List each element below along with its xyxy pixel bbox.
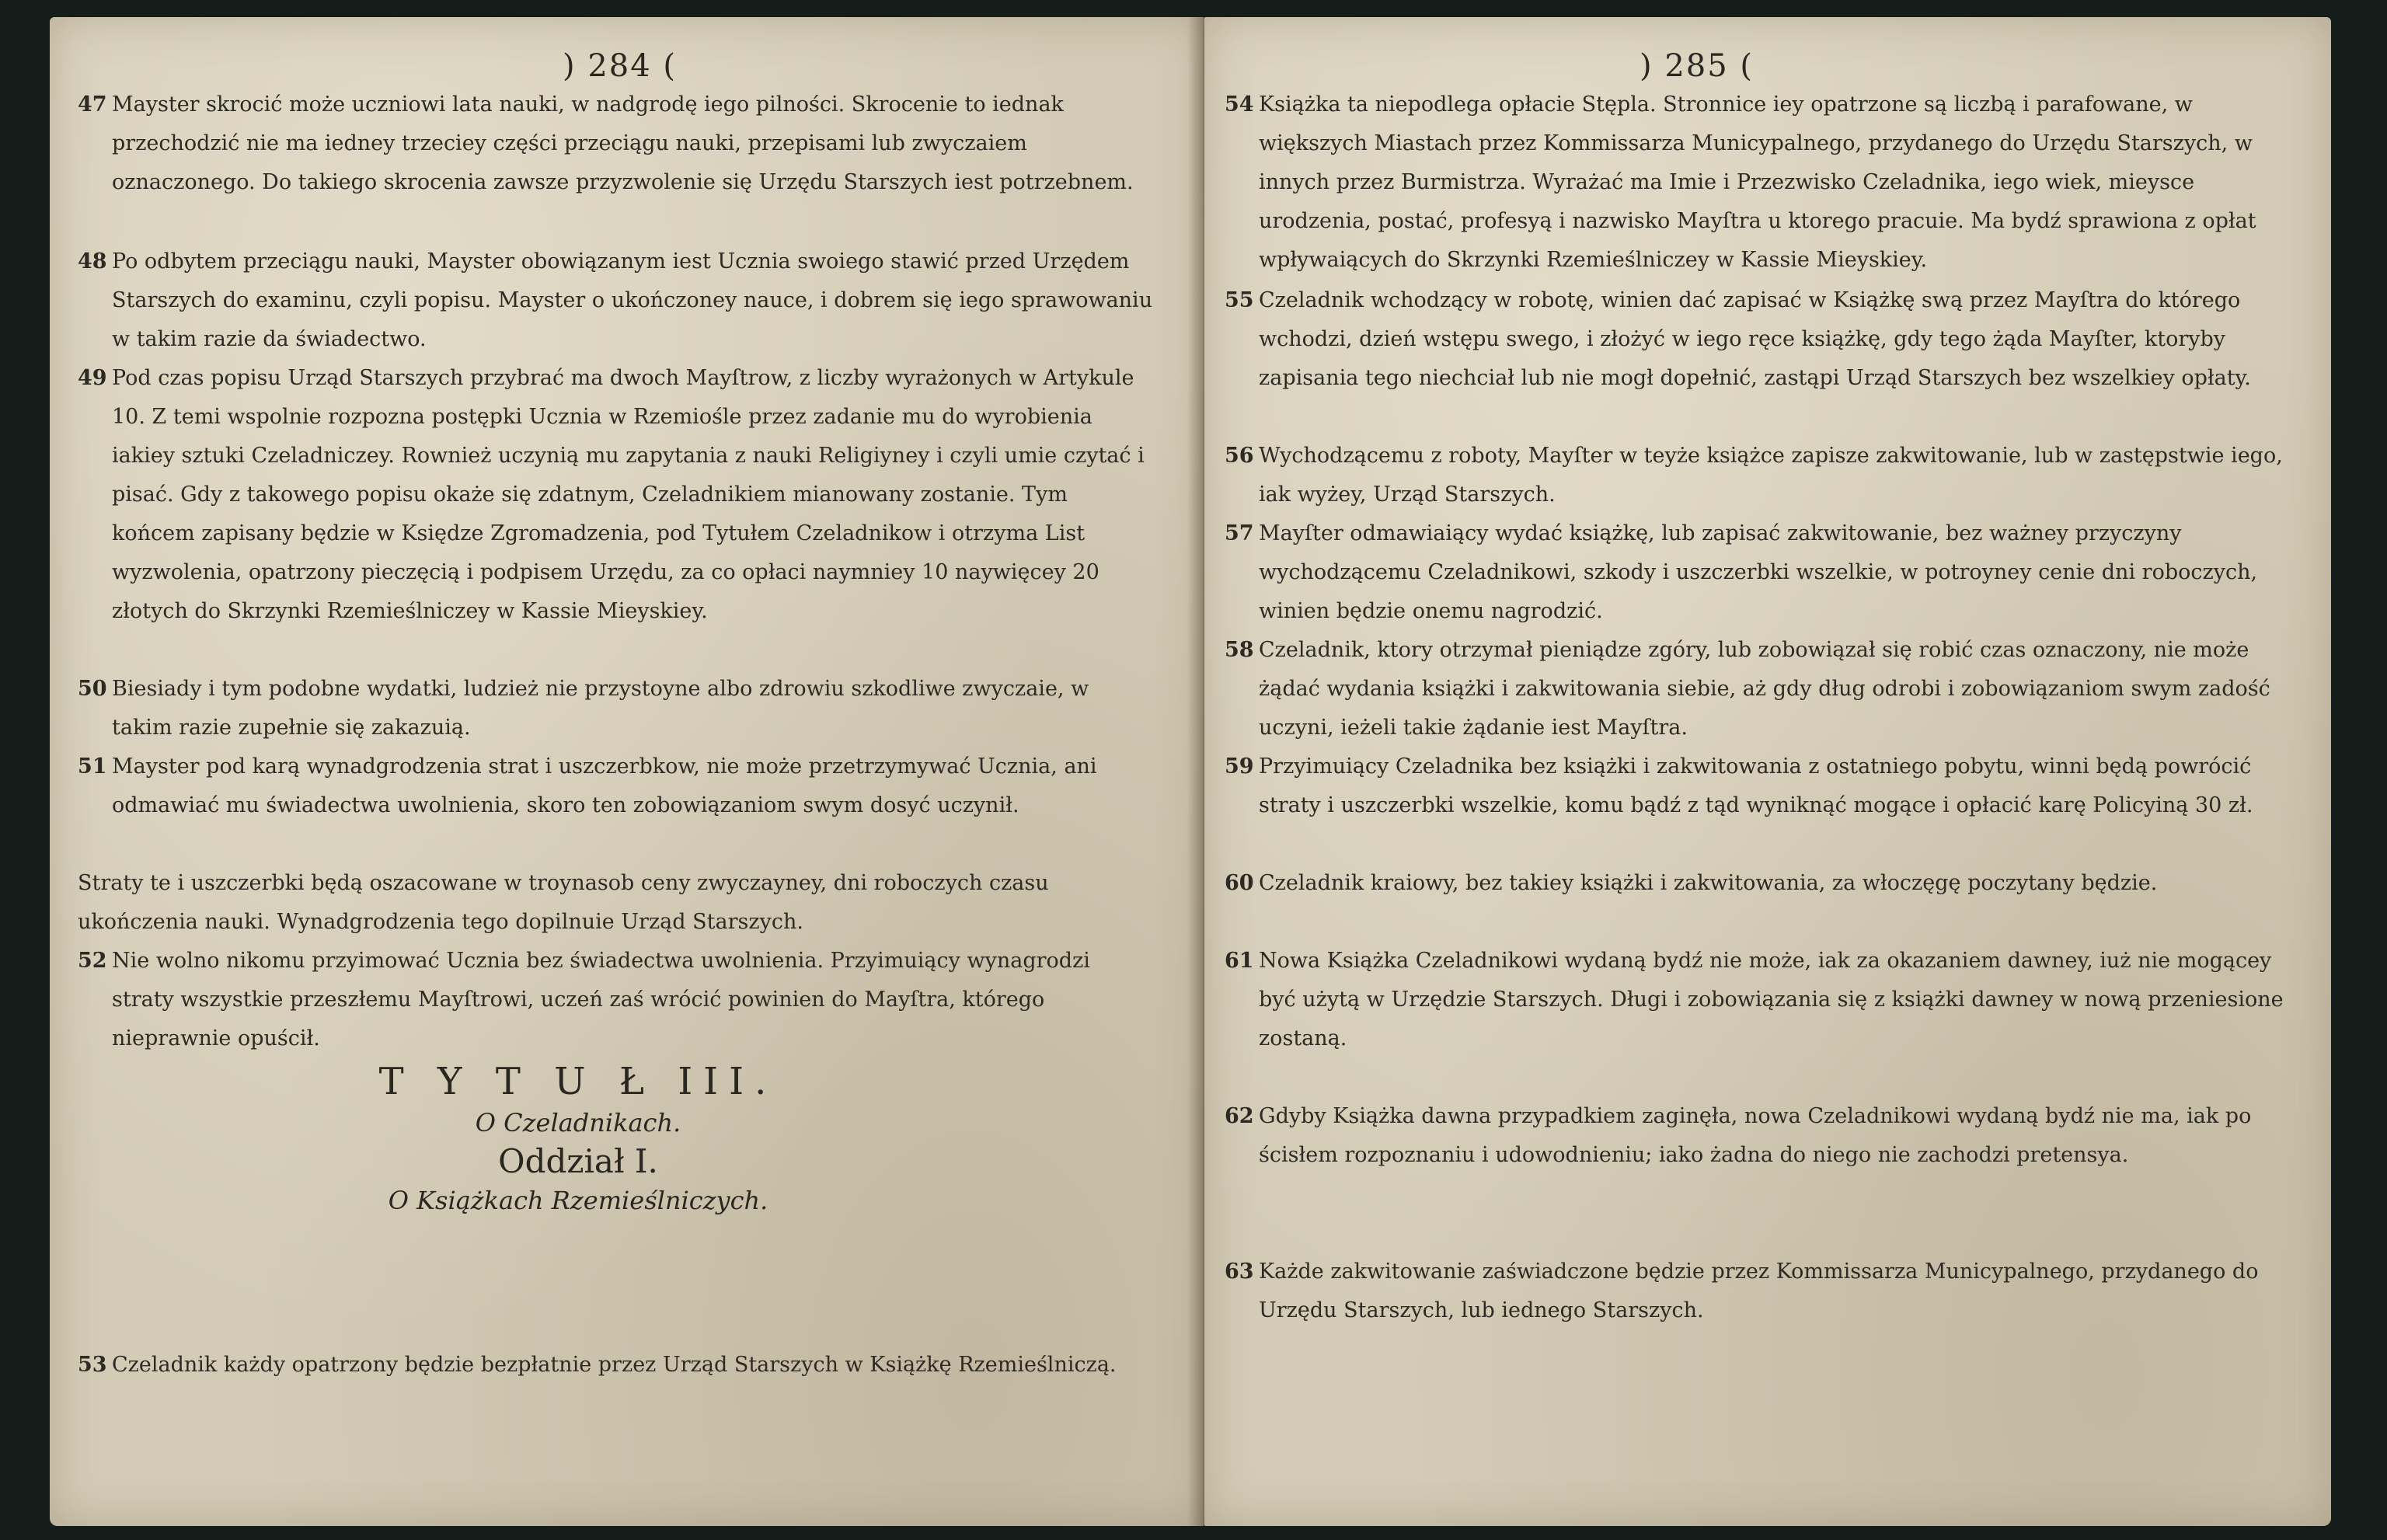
title-heading: T Y T U Ł III. (378, 1060, 778, 1103)
paragraph-number: 55 (1225, 288, 1254, 312)
paragraph-text: Przyimuiący Czeladnika bez książki i zakwitowania z ostatniego pobytu, winni będą powrócić straty i uszczerbki wszelkie, komu bądź z tąd wyniknąć mogące i opłacić karę Policyiną 30 zł. (1259, 754, 2253, 817)
paragraph-text: Gdyby Książka dawna przypadkiem zaginęła, nowa Czeladnikowi wydaną bydź nie ma, iak po ścisłem rozpoznaniu i udowodnieniu; iako żadna do niego nie zachodzi pretensya. (1259, 1104, 2252, 1167)
page-number-right: ) 285 ( (1640, 48, 1754, 84)
paragraph-number: 60 (1225, 871, 1254, 895)
paragraph-text: Wychodzącemu z roboty, Mayſter w teyże książce zapisze zakwitowanie, lub w zastępstwie iego, iak wyżey, Urząd Starszych. (1259, 444, 2283, 507)
paragraph-52 (78, 942, 1153, 1058)
paragraph-50 (78, 670, 1153, 747)
paragraph-text: Po odbytem przeciągu nauki, Mayster obowiązanym iest Ucznia swoiego stawić przed Urzędem Starszych do examinu, czyli popisu. Mayster o ukończoney nauce, i dobrem się iego sprawowaniu w takim razie da świadectwo. (112, 249, 1153, 351)
right-page (1204, 17, 2331, 1526)
paragraph-text: Czeladnik kraiowy, bez takiey książki i zakwitowania, za włoczęgę poczytany będzie. (1259, 871, 2158, 895)
paragraph-57 (1225, 514, 2284, 631)
paragraph-55 (1225, 281, 2284, 398)
paragraph-63 (1225, 1253, 2284, 1330)
paragraph-number: 62 (1225, 1104, 1254, 1128)
paragraph-text: Straty te i uszczerbki będą oszacowane w troynasob ceny zwyczayney, dni roboczych czasu ukończenia nauki. Wynadgrodzenia tego dopilnuie Urząd Starszych. (78, 871, 1049, 934)
paragraph-number: 47 (78, 92, 107, 117)
paragraph-text: Każde zakwitowanie zaświadczone będzie przez Kommissarza Municypalnego, przydanego do Urzędu Starszych, lub iednego Starszych. (1259, 1260, 2259, 1322)
paragraph-text: Mayster skrocić może uczniowi lata nauki, w nadgrodę iego pilności. Skrocenie to iednak przechodzić nie ma iedney trzeciey części przeciągu nauki, przepisami lub zwyczaiem oznaczonego. Do takiego skrocenia zawsze przyzwolenie się Urzędu Starszych iest potrzebnem. (112, 92, 1134, 194)
paragraph-60 (1225, 864, 2284, 903)
paragraph-number: 56 (1225, 444, 1254, 468)
paragraph-number: 50 (78, 677, 107, 701)
paragraph-53 (78, 1346, 1153, 1385)
paragraph-47 (78, 85, 1153, 202)
paragraph-number: 58 (1225, 638, 1254, 662)
paragraph-number: 53 (78, 1353, 107, 1377)
paragraph-54 (1225, 85, 2284, 280)
section-subheading: O Książkach Rzemieślniczych. (388, 1186, 768, 1215)
paragraph-61 (1225, 942, 2284, 1058)
paragraph-text: Książka ta niepodlega opłacie Stępla. Stronnice iey opatrzone są liczbą i parafowane, w większych Miastach przez Kommissarza Municypalnego, przydanego do Urzędu Starszych, w innych przez Burmistrza. Wyrażać ma Imie i Przezwisko Czeladnika, iego wiek, mieysce urodzenia, postać, profesyą i nazwisko Mayſtra u ktorego pracuie. Ma bydź sprawiona z opłat wpływaiących do Skrzynki Rzemieślniczey w Kassie Mieyskiey. (1259, 92, 2256, 272)
paragraph-59 (1225, 747, 2284, 825)
paragraph-text: Czeladnik wchodzący w robotę, winien dać zapisać w Książkę swą przez Mayſtra do którego wchodzi, dzień wstępu swego, i złożyć w iego ręce książkę, gdy tego żąda Mayſter, ktoryby zapisania tego niechciał lub nie mogł dopełnić, zastąpi Urząd Starszych bez wszelkiey opłaty. (1259, 288, 2251, 390)
paragraph-56 (1225, 437, 2284, 514)
paragraph-number: 61 (1225, 949, 1254, 973)
paragraph-number: 51 (78, 754, 107, 779)
paragraph-48 (78, 242, 1153, 359)
paragraph-number: 52 (78, 949, 107, 973)
paragraph-51 (78, 747, 1153, 825)
paragraph-number: 57 (1225, 521, 1254, 545)
paragraph-text: Mayster pod karą wynadgrodzenia strat i uszczerbkow, nie może przetrzymywać Ucznia, ani odmawiać mu świadectwa uwolnienia, skoro ten zobowiązaniom swym dosyć uczynił. (112, 754, 1097, 817)
title-block (283, 1058, 873, 1218)
page-number-left: ) 284 ( (563, 48, 677, 84)
paragraph-number: 59 (1225, 754, 1254, 779)
paragraph-62 (1225, 1097, 2284, 1175)
paragraph-text: Czeladnik, ktory otrzymał pieniądze zgóry, lub zobowiązał się robić czas oznaczony, nie może żądać wydania książki i zakwitowania siebie, aż gdy dług odrobi i zobowiązaniom swym zadość uczyni, ieżeli takie żądanie iest Mayſtra. (1259, 638, 2270, 740)
paragraph-straty (78, 864, 1153, 942)
paragraph-number: 54 (1225, 92, 1254, 117)
paragraph-58 (1225, 631, 2284, 747)
section-heading: Oddział I. (498, 1142, 658, 1180)
paragraph-number: 63 (1225, 1260, 1254, 1284)
paragraph-number: 49 (78, 366, 107, 390)
paragraph-text: Czeladnik każdy opatrzony będzie bezpłatnie przez Urząd Starszych w Książkę Rzemieślniczą. (112, 1353, 1117, 1377)
paragraph-text: Nie wolno nikomu przyimować Ucznia bez świadectwa uwolnienia. Przyimuiący wynagrodzi straty wszystkie przeszłemu Mayſtrowi, uczeń zaś wrócić powinien do Mayſtra, którego nieprawnie opuścił. (112, 949, 1090, 1050)
title-subheading: O Czeladnikach. (475, 1108, 681, 1138)
left-page (50, 17, 1204, 1526)
paragraph-49 (78, 359, 1153, 631)
paragraph-number: 48 (78, 249, 107, 274)
paragraph-text: Nowa Książka Czeladnikowi wydaną bydź nie może, iak za okazaniem dawney, iuż nie mogącey być użytą w Urzędzie Starszych. Długi i zobowiązania się z książki dawney w nową przeniesione zostaną. (1259, 949, 2284, 1050)
paragraph-text: Mayſter odmawiaiący wydać książkę, lub zapisać zakwitowanie, bez ważney przyczyny wychodzącemu Czeladnikowi, szkody i uszczerbki wszelkie, w potroyney cenie dni roboczych, winien będzie onemu nagrodzić. (1259, 521, 2258, 623)
paragraph-text: Biesiady i tym podobne wydatki, ludzież nie przystoyne albo zdrowiu szkodliwe zwyczaie, w takim razie zupełnie się zakazuią. (112, 677, 1089, 740)
paragraph-text: Pod czas popisu Urząd Starszych przybrać ma dwoch Mayſtrow, z liczby wyrażonych w Artykule 10. Z temi wspolnie rozpozna postępki Ucznia w Rzemiośle przez zadanie mu do wyrobienia iakiey sztuki Czeladniczey. Rownież uczynią mu zapytania z nauki Religiyney i czyli umie czytać i pisać. Gdy z takowego popisu okaże się zdatnym, Czeladnikiem mianowany zostanie. Tym końcem zapisany będzie w Księdze Zgromadzenia, pod Tytułem Czeladnikow i otrzyma List wyzwolenia, opatrzony pieczęcią i podpisem Urzędu, za co opłaci naymniey 10 naywięcey 20 złotych do Skrzynki Rzemieślniczey w Kassie Mieyskiey. (112, 366, 1145, 623)
